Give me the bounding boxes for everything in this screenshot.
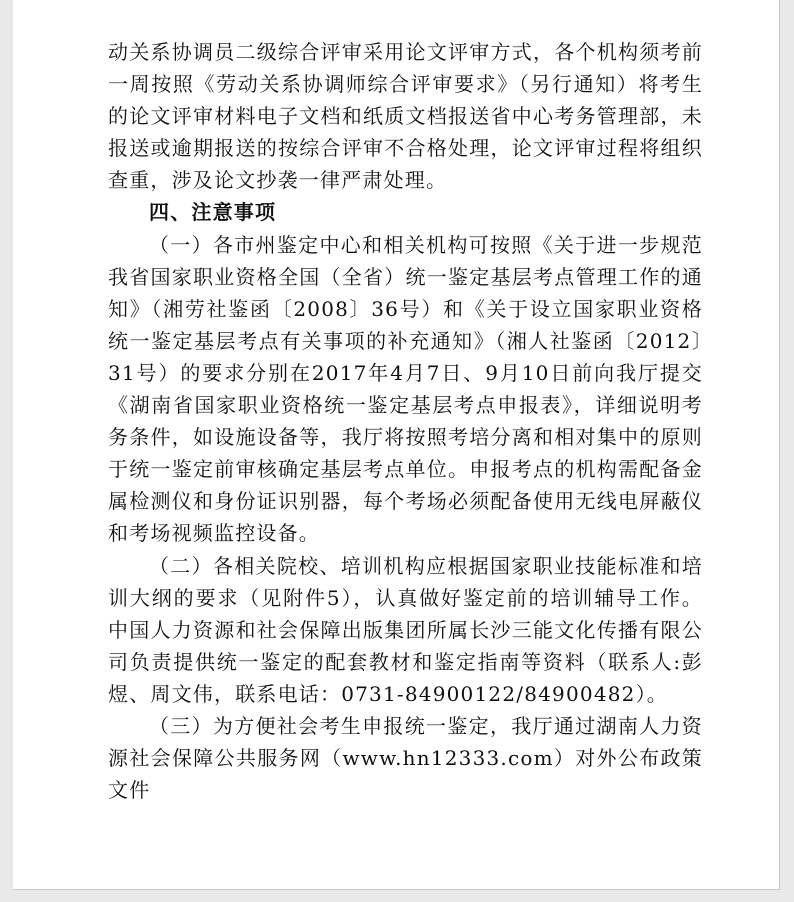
item-3-paragraph: （三）为方便社会考生申报统一鉴定，我厅通过湖南人力资源社会保障公共服务网（www.hn12333.com）对外公布政策文件 bbox=[108, 713, 703, 803]
section-heading: 四、注意事项 bbox=[149, 200, 277, 225]
document-page bbox=[13, 0, 780, 890]
item-1-paragraph: （一）各市州鉴定中心和相关机构可按照《关于进一步规范我省国家职业资格全国（全省）统一鉴定基层考点管理工作的通知》（湘劳社鉴函〔2008〕36号）和《关于设立国家职业资格统一鉴定基层考点有关事项的补充通知》（湘人社鉴函〔2012〕31号）的要求分别在2017年4月7日、9月10日前向我厅提交《湖南省国家职业资格统一鉴定基层考点申报表》，详细说明考务条件，如设施设备等，我厅将按照考培分离和相对集中的原则于统一鉴定前审核确定基层考点单位。申报考点的机构需配备金属检测仪和身份证识别器，每个考场必须配备使用无线电屏蔽仪和考场视频监控设备。 bbox=[108, 232, 703, 546]
document-body bbox=[108, 36, 703, 806]
paragraph-continued: 动关系协调员二级综合评审采用论文评审方式，各个机构须考前一周按照《劳动关系协调师综合评审要求》（另行通知）将考生的论文评审材料电子文档和纸质文档报送省中心考务管理部，未报送或逾期报送的按综合评审不合格处理，论文评审过程将组织查重，涉及论文抄袭一律严肃处理。 bbox=[108, 40, 703, 193]
item-2-paragraph: （二）各相关院校、培训机构应根据国家职业技能标准和培训大纲的要求（见附件5），认真做好鉴定前的培训辅导工作。中国人力资源和社会保障出版集团所属长沙三能文化传播有限公司负责提供统一鉴定的配套教材和鉴定指南等资料（联系人:彭煜、周文伟，联系电话：0731-84900122/84900482）。 bbox=[108, 553, 703, 706]
